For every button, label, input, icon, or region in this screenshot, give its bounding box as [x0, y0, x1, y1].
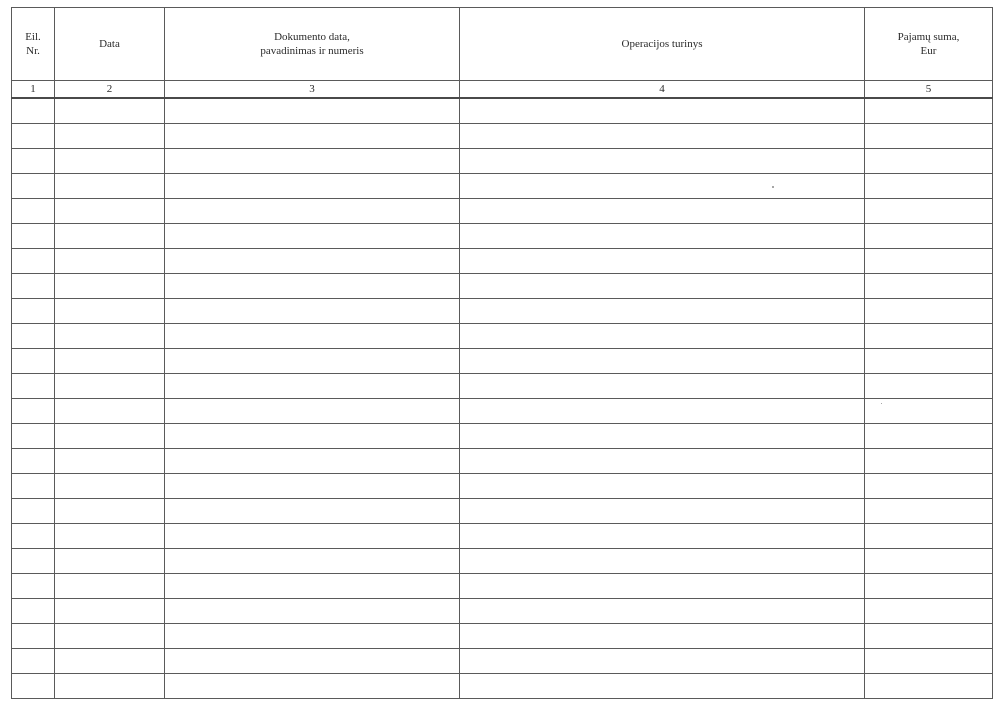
table-row	[12, 124, 993, 149]
table-cell[interactable]	[865, 124, 993, 149]
table-row	[12, 574, 993, 599]
table-cell[interactable]	[165, 599, 460, 624]
table-cell[interactable]	[460, 449, 865, 474]
table-cell[interactable]	[55, 474, 165, 499]
table-cell[interactable]	[460, 149, 865, 174]
table-cell[interactable]	[12, 674, 55, 699]
table-cell[interactable]	[12, 649, 55, 674]
table-cell[interactable]	[165, 349, 460, 374]
table-cell[interactable]	[865, 599, 993, 624]
header-line: Operacijos turinys	[621, 38, 703, 50]
table-cell[interactable]	[165, 324, 460, 349]
table-cell[interactable]	[865, 374, 993, 399]
income-ledger-table	[11, 7, 993, 699]
header-line: Data	[99, 38, 120, 50]
table-cell[interactable]	[460, 474, 865, 499]
table-cell[interactable]	[460, 399, 865, 424]
table-cell[interactable]	[460, 524, 865, 549]
table-row	[12, 449, 993, 474]
ledger-header	[12, 8, 993, 99]
column-number: 1	[12, 81, 55, 99]
table-cell[interactable]	[165, 574, 460, 599]
table-cell[interactable]	[55, 624, 165, 649]
header-document	[165, 8, 460, 81]
table-cell[interactable]	[865, 399, 993, 424]
table-cell[interactable]	[55, 574, 165, 599]
column-number: 2	[55, 81, 165, 99]
column-number-row	[12, 81, 993, 99]
table-cell[interactable]	[865, 174, 993, 199]
table-cell[interactable]	[12, 524, 55, 549]
table-cell[interactable]	[865, 624, 993, 649]
table-row	[12, 224, 993, 249]
header-operation	[460, 8, 865, 81]
header-row-number	[12, 8, 55, 81]
table-cell[interactable]	[865, 324, 993, 349]
table-cell[interactable]	[460, 274, 865, 299]
table-cell[interactable]	[12, 174, 55, 199]
table-cell[interactable]	[55, 549, 165, 574]
scan-speck	[772, 186, 774, 188]
header-line: Eil.	[25, 31, 41, 43]
table-row	[12, 674, 993, 699]
table-cell[interactable]	[865, 674, 993, 699]
table-row	[12, 299, 993, 324]
table-cell[interactable]	[460, 424, 865, 449]
table-row	[12, 424, 993, 449]
table-cell[interactable]	[460, 374, 865, 399]
table-cell[interactable]	[12, 624, 55, 649]
header-line: Pajamų suma,	[897, 31, 960, 43]
header-line: Dokumento data,	[274, 31, 350, 43]
table-cell[interactable]	[865, 98, 993, 124]
table-row	[12, 249, 993, 274]
table-row	[12, 98, 993, 124]
header-income-sum	[865, 8, 993, 81]
header-line: Eur	[920, 45, 937, 57]
table-cell[interactable]	[865, 224, 993, 249]
column-number: 4	[460, 81, 865, 99]
table-cell[interactable]	[55, 499, 165, 524]
table-cell[interactable]	[460, 649, 865, 674]
table-cell[interactable]	[165, 549, 460, 574]
table-cell[interactable]	[12, 449, 55, 474]
table-cell[interactable]	[865, 424, 993, 449]
table-cell[interactable]	[460, 599, 865, 624]
table-cell[interactable]	[165, 98, 460, 124]
table-cell[interactable]	[165, 174, 460, 199]
table-cell[interactable]	[55, 374, 165, 399]
table-cell[interactable]	[460, 574, 865, 599]
table-cell[interactable]	[865, 574, 993, 599]
table-cell[interactable]	[460, 98, 865, 124]
table-cell[interactable]	[865, 449, 993, 474]
table-row	[12, 374, 993, 399]
table-cell[interactable]	[12, 474, 55, 499]
table-row	[12, 174, 993, 199]
table-cell[interactable]	[55, 399, 165, 424]
table-cell[interactable]	[55, 274, 165, 299]
table-row	[12, 624, 993, 649]
table-cell[interactable]	[55, 224, 165, 249]
table-cell[interactable]	[12, 574, 55, 599]
table-cell[interactable]	[865, 149, 993, 174]
table-cell[interactable]	[12, 224, 55, 249]
table-cell[interactable]	[165, 374, 460, 399]
column-title-row	[12, 8, 993, 81]
table-row	[12, 474, 993, 499]
table-cell[interactable]	[55, 98, 165, 124]
table-cell[interactable]	[165, 474, 460, 499]
table-cell[interactable]	[55, 199, 165, 224]
table-cell[interactable]	[12, 274, 55, 299]
table-cell[interactable]	[460, 249, 865, 274]
table-cell[interactable]	[12, 424, 55, 449]
column-number: 5	[865, 81, 993, 99]
header-line: Nr.	[26, 45, 40, 57]
table-cell[interactable]	[865, 199, 993, 224]
table-cell[interactable]	[55, 349, 165, 374]
table-cell[interactable]	[165, 274, 460, 299]
table-cell[interactable]	[460, 349, 865, 374]
table-cell[interactable]	[165, 199, 460, 224]
table-row	[12, 549, 993, 574]
table-cell[interactable]	[460, 674, 865, 699]
ledger-body	[12, 98, 993, 699]
table-cell[interactable]	[165, 299, 460, 324]
table-cell[interactable]	[55, 249, 165, 274]
table-cell[interactable]	[55, 449, 165, 474]
table-row	[12, 349, 993, 374]
table-cell[interactable]	[55, 124, 165, 149]
table-cell[interactable]	[460, 299, 865, 324]
table-row	[12, 499, 993, 524]
table-cell[interactable]	[55, 324, 165, 349]
table-cell[interactable]	[12, 324, 55, 349]
table-cell[interactable]	[460, 324, 865, 349]
table-cell[interactable]	[865, 649, 993, 674]
table-cell[interactable]	[865, 524, 993, 549]
table-row	[12, 324, 993, 349]
table-cell[interactable]	[865, 274, 993, 299]
table-row	[12, 274, 993, 299]
table-cell[interactable]	[460, 174, 865, 199]
table-cell[interactable]	[165, 449, 460, 474]
table-cell[interactable]	[12, 399, 55, 424]
table-cell[interactable]	[165, 224, 460, 249]
table-cell[interactable]	[865, 474, 993, 499]
table-row	[12, 399, 993, 424]
table-cell[interactable]	[865, 349, 993, 374]
table-cell[interactable]	[55, 599, 165, 624]
table-cell[interactable]	[12, 199, 55, 224]
table-row	[12, 199, 993, 224]
table-cell[interactable]	[165, 124, 460, 149]
table-cell[interactable]	[165, 424, 460, 449]
table-cell[interactable]	[165, 624, 460, 649]
table-cell[interactable]	[865, 499, 993, 524]
table-cell[interactable]	[12, 98, 55, 124]
table-cell[interactable]	[165, 399, 460, 424]
table-row	[12, 599, 993, 624]
table-cell[interactable]	[12, 249, 55, 274]
table-cell[interactable]	[55, 424, 165, 449]
scan-speck	[881, 403, 882, 404]
table-cell[interactable]	[55, 674, 165, 699]
table-cell[interactable]	[165, 249, 460, 274]
table-cell[interactable]	[55, 299, 165, 324]
table-cell[interactable]	[165, 499, 460, 524]
table-row	[12, 149, 993, 174]
table-cell[interactable]	[12, 549, 55, 574]
table-cell[interactable]	[865, 299, 993, 324]
table-cell[interactable]	[460, 224, 865, 249]
table-cell[interactable]	[55, 524, 165, 549]
table-cell[interactable]	[460, 199, 865, 224]
table-cell[interactable]	[460, 549, 865, 574]
table-cell[interactable]	[460, 624, 865, 649]
table-cell[interactable]	[865, 249, 993, 274]
table-cell[interactable]	[12, 349, 55, 374]
table-cell[interactable]	[12, 299, 55, 324]
table-cell[interactable]	[460, 499, 865, 524]
table-row	[12, 524, 993, 549]
table-cell[interactable]	[165, 649, 460, 674]
table-cell[interactable]	[12, 374, 55, 399]
column-number: 3	[165, 81, 460, 99]
table-cell[interactable]	[55, 149, 165, 174]
table-row	[12, 649, 993, 674]
table-cell[interactable]	[865, 549, 993, 574]
table-cell[interactable]	[55, 649, 165, 674]
table-cell[interactable]	[55, 174, 165, 199]
table-cell[interactable]	[165, 674, 460, 699]
table-cell[interactable]	[12, 149, 55, 174]
table-cell[interactable]	[12, 499, 55, 524]
header-date	[55, 8, 165, 81]
table-cell[interactable]	[460, 124, 865, 149]
table-cell[interactable]	[12, 599, 55, 624]
table-cell[interactable]	[12, 124, 55, 149]
table-cell[interactable]	[165, 149, 460, 174]
header-line: pavadinimas ir numeris	[260, 45, 364, 57]
table-cell[interactable]	[165, 524, 460, 549]
